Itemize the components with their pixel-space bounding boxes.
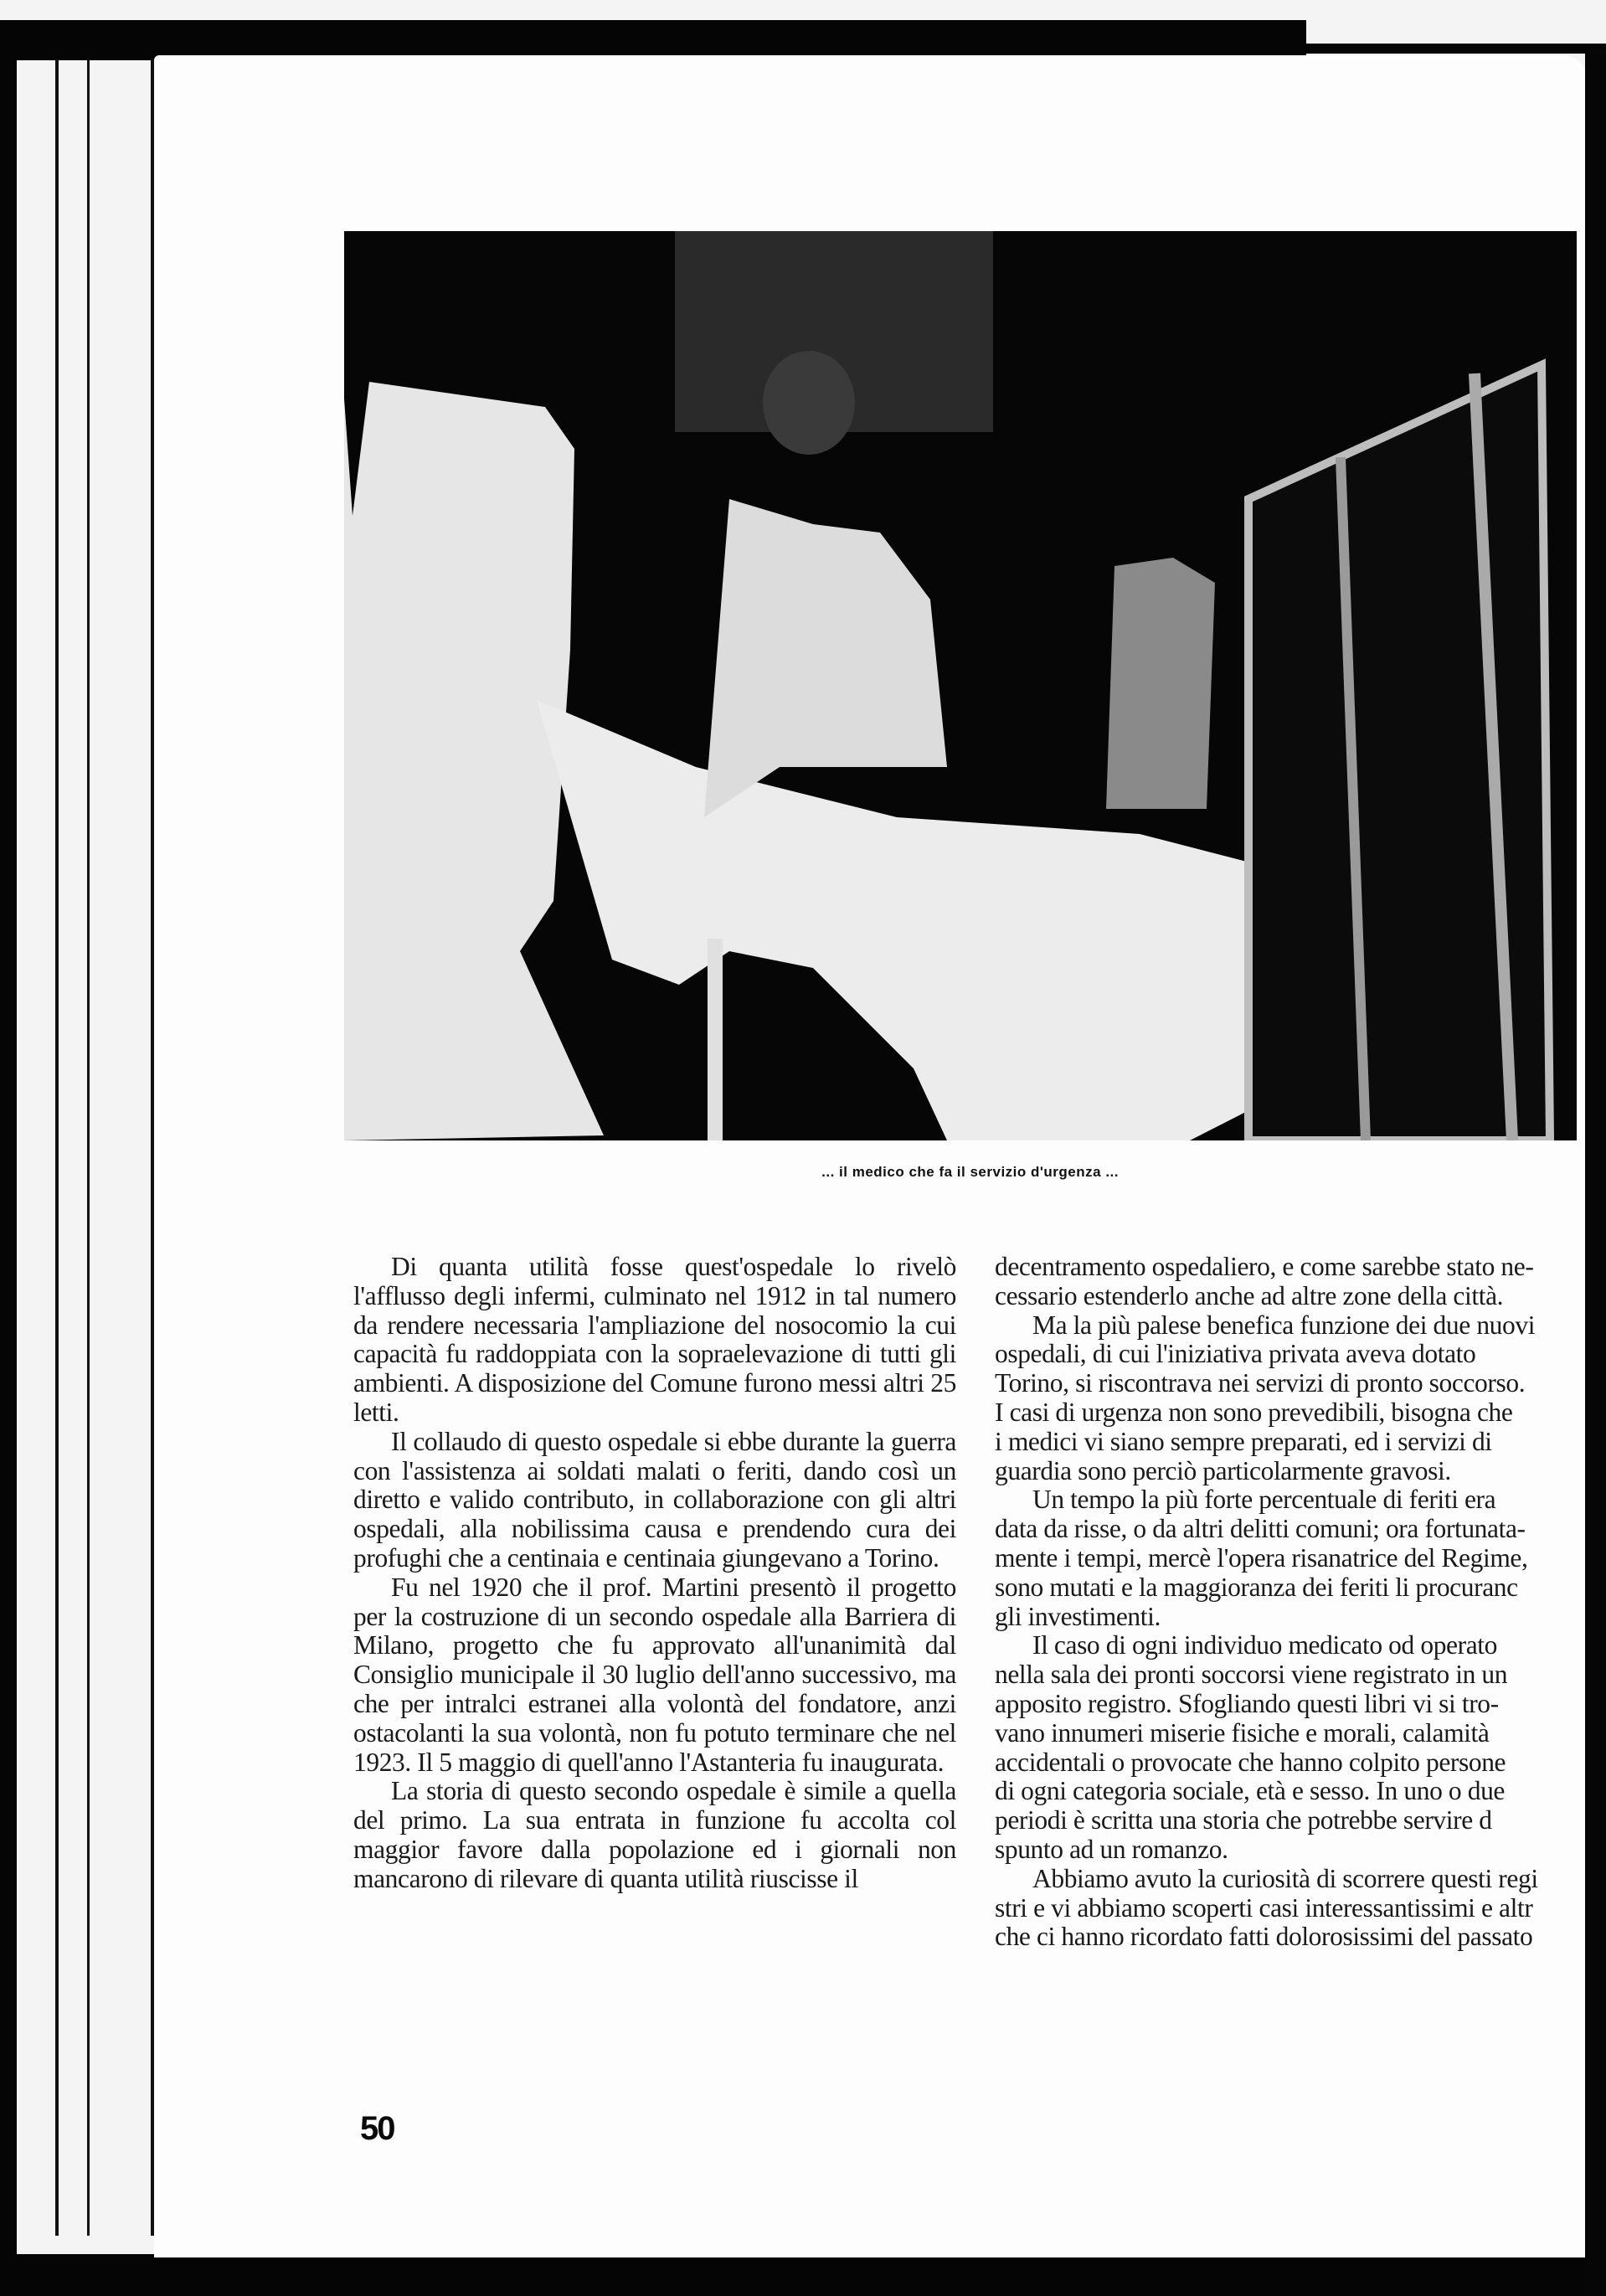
article-line: Un tempo la più forte percentuale di feriti era bbox=[1032, 1485, 1496, 1515]
article-right-column bbox=[995, 1253, 1591, 1952]
article-line: periodi è scritta una storia che potrebbe servire d bbox=[995, 1805, 1492, 1835]
article-line: guardia sono perciò particolarmente gravosi. bbox=[995, 1455, 1451, 1485]
photo-caption: ... il medico che fa il servizio d'urgenza ... bbox=[821, 1164, 1119, 1180]
article-line: che ci hanno ricordato fatti dolorosissimi del passato bbox=[995, 1922, 1533, 1952]
scan-border-bottom bbox=[0, 2254, 1606, 2296]
article-line: nella sala dei pronti soccorsi viene registrato in un bbox=[995, 1660, 1508, 1690]
page-edge-line bbox=[87, 59, 90, 2236]
article-line: cessario estenderlo anche ad altre zone della città. bbox=[995, 1280, 1504, 1310]
photo-illustration bbox=[344, 231, 1577, 1140]
article-line: gli investimenti. bbox=[995, 1601, 1161, 1631]
article-paragraph: Fu nel 1920 che il prof. Martini presentò il progetto per la costruzione di un secondo ospedale alla Barriera di Milano, progetto che fu approvato all'unanimità dal Consiglio municipale il 30 luglio dell'anno successivo, ma che per intralci estranei alla volontà del fondatore, anzi ostacolanti la sua volontà, non fu potuto terminare che nel 1923. Il 5 maggio di quell'anno l'Astanteria fu inaugurata. bbox=[353, 1572, 956, 1777]
page-edge-line bbox=[55, 59, 59, 2236]
article-line: mente i tempi, mercè l'opera risanatrice del Regime, bbox=[995, 1542, 1528, 1573]
article-line: i medici vi siano sempre preparati, ed i servizi di bbox=[995, 1426, 1492, 1456]
scan-border-right bbox=[1585, 50, 1606, 2296]
article-paragraph: Di quanta utilità fosse quest'ospedale lo rivelò l'afflusso degli infermi, culminato nel 1912 in tal numero da rendere necessaria l'ampliazione del nosocomio la cui capacità fu raddoppiata con la sopraelevazione di tutti gli ambienti. A disposizione del Comune furono messi altri 25 letti. bbox=[353, 1252, 956, 1427]
page-number: 50 bbox=[360, 2110, 394, 2147]
article-line: stri e vi abbiamo scoperti casi interessantissimi e altr bbox=[995, 1892, 1533, 1923]
article-line: di ogni categoria sociale, età e sesso. In uno o due bbox=[995, 1776, 1506, 1806]
article-line: decentramento ospedaliero, e come sarebbe stato ne- bbox=[995, 1253, 1534, 1281]
article-line: data da risse, o da altri delitti comuni; ora fortunata- bbox=[995, 1514, 1526, 1544]
article-paragraph: Il collaudo di questo ospedale si ebbe durante la guerra con l'assistenza ai soldati malati o feriti, dando così un diretto e valido contributo, in collaborazione con gli altri ospedali, alla nobilissima causa e prendendo cura dei profughi che a centinaia e centinaia giungevano a Torino. bbox=[353, 1426, 956, 1573]
scan-border-top-right bbox=[1303, 44, 1606, 54]
article-line: Abbiamo avuto la curiosità di scorrere questi regi bbox=[1032, 1863, 1538, 1893]
article-line: Ma la più palese benefica funzione dei due nuovi bbox=[1032, 1310, 1536, 1340]
scan-border-left bbox=[0, 20, 17, 2296]
article-line: Il caso di ogni individuo medicato od operato bbox=[1032, 1630, 1497, 1660]
scan-border-top bbox=[0, 20, 1306, 60]
photo-doctors-at-table bbox=[344, 231, 1577, 1140]
article-line: accidentali o provocate che hanno colpito persone bbox=[995, 1747, 1506, 1777]
article-line: apposito registro. Sfogliando questi libri vi si tro- bbox=[995, 1688, 1499, 1718]
article-paragraph: La storia di questo secondo ospedale è simile a quella del primo. La sua entrata in funzione fu accolta col maggior favore dalla popolazione ed i giornali non mancarono di rilevare di quanta utilità riuscisse il bbox=[353, 1776, 956, 1893]
article-line: I casi di urgenza non sono prevedibili, bisogna che bbox=[995, 1397, 1513, 1427]
article-line: spunto ad un romanzo. bbox=[995, 1834, 1228, 1864]
article-line: ospedali, di cui l'iniziativa privata aveva dotato bbox=[995, 1339, 1476, 1369]
article-line: vano innumeri miserie fisiche e morali, calamità bbox=[995, 1717, 1490, 1748]
article-line: Torino, si riscontrava nei servizi di pronto soccorso. bbox=[995, 1368, 1526, 1398]
article-left-column bbox=[353, 1253, 956, 1894]
article-line: sono mutati e la maggioranza dei feriti li procuranc bbox=[995, 1572, 1518, 1602]
